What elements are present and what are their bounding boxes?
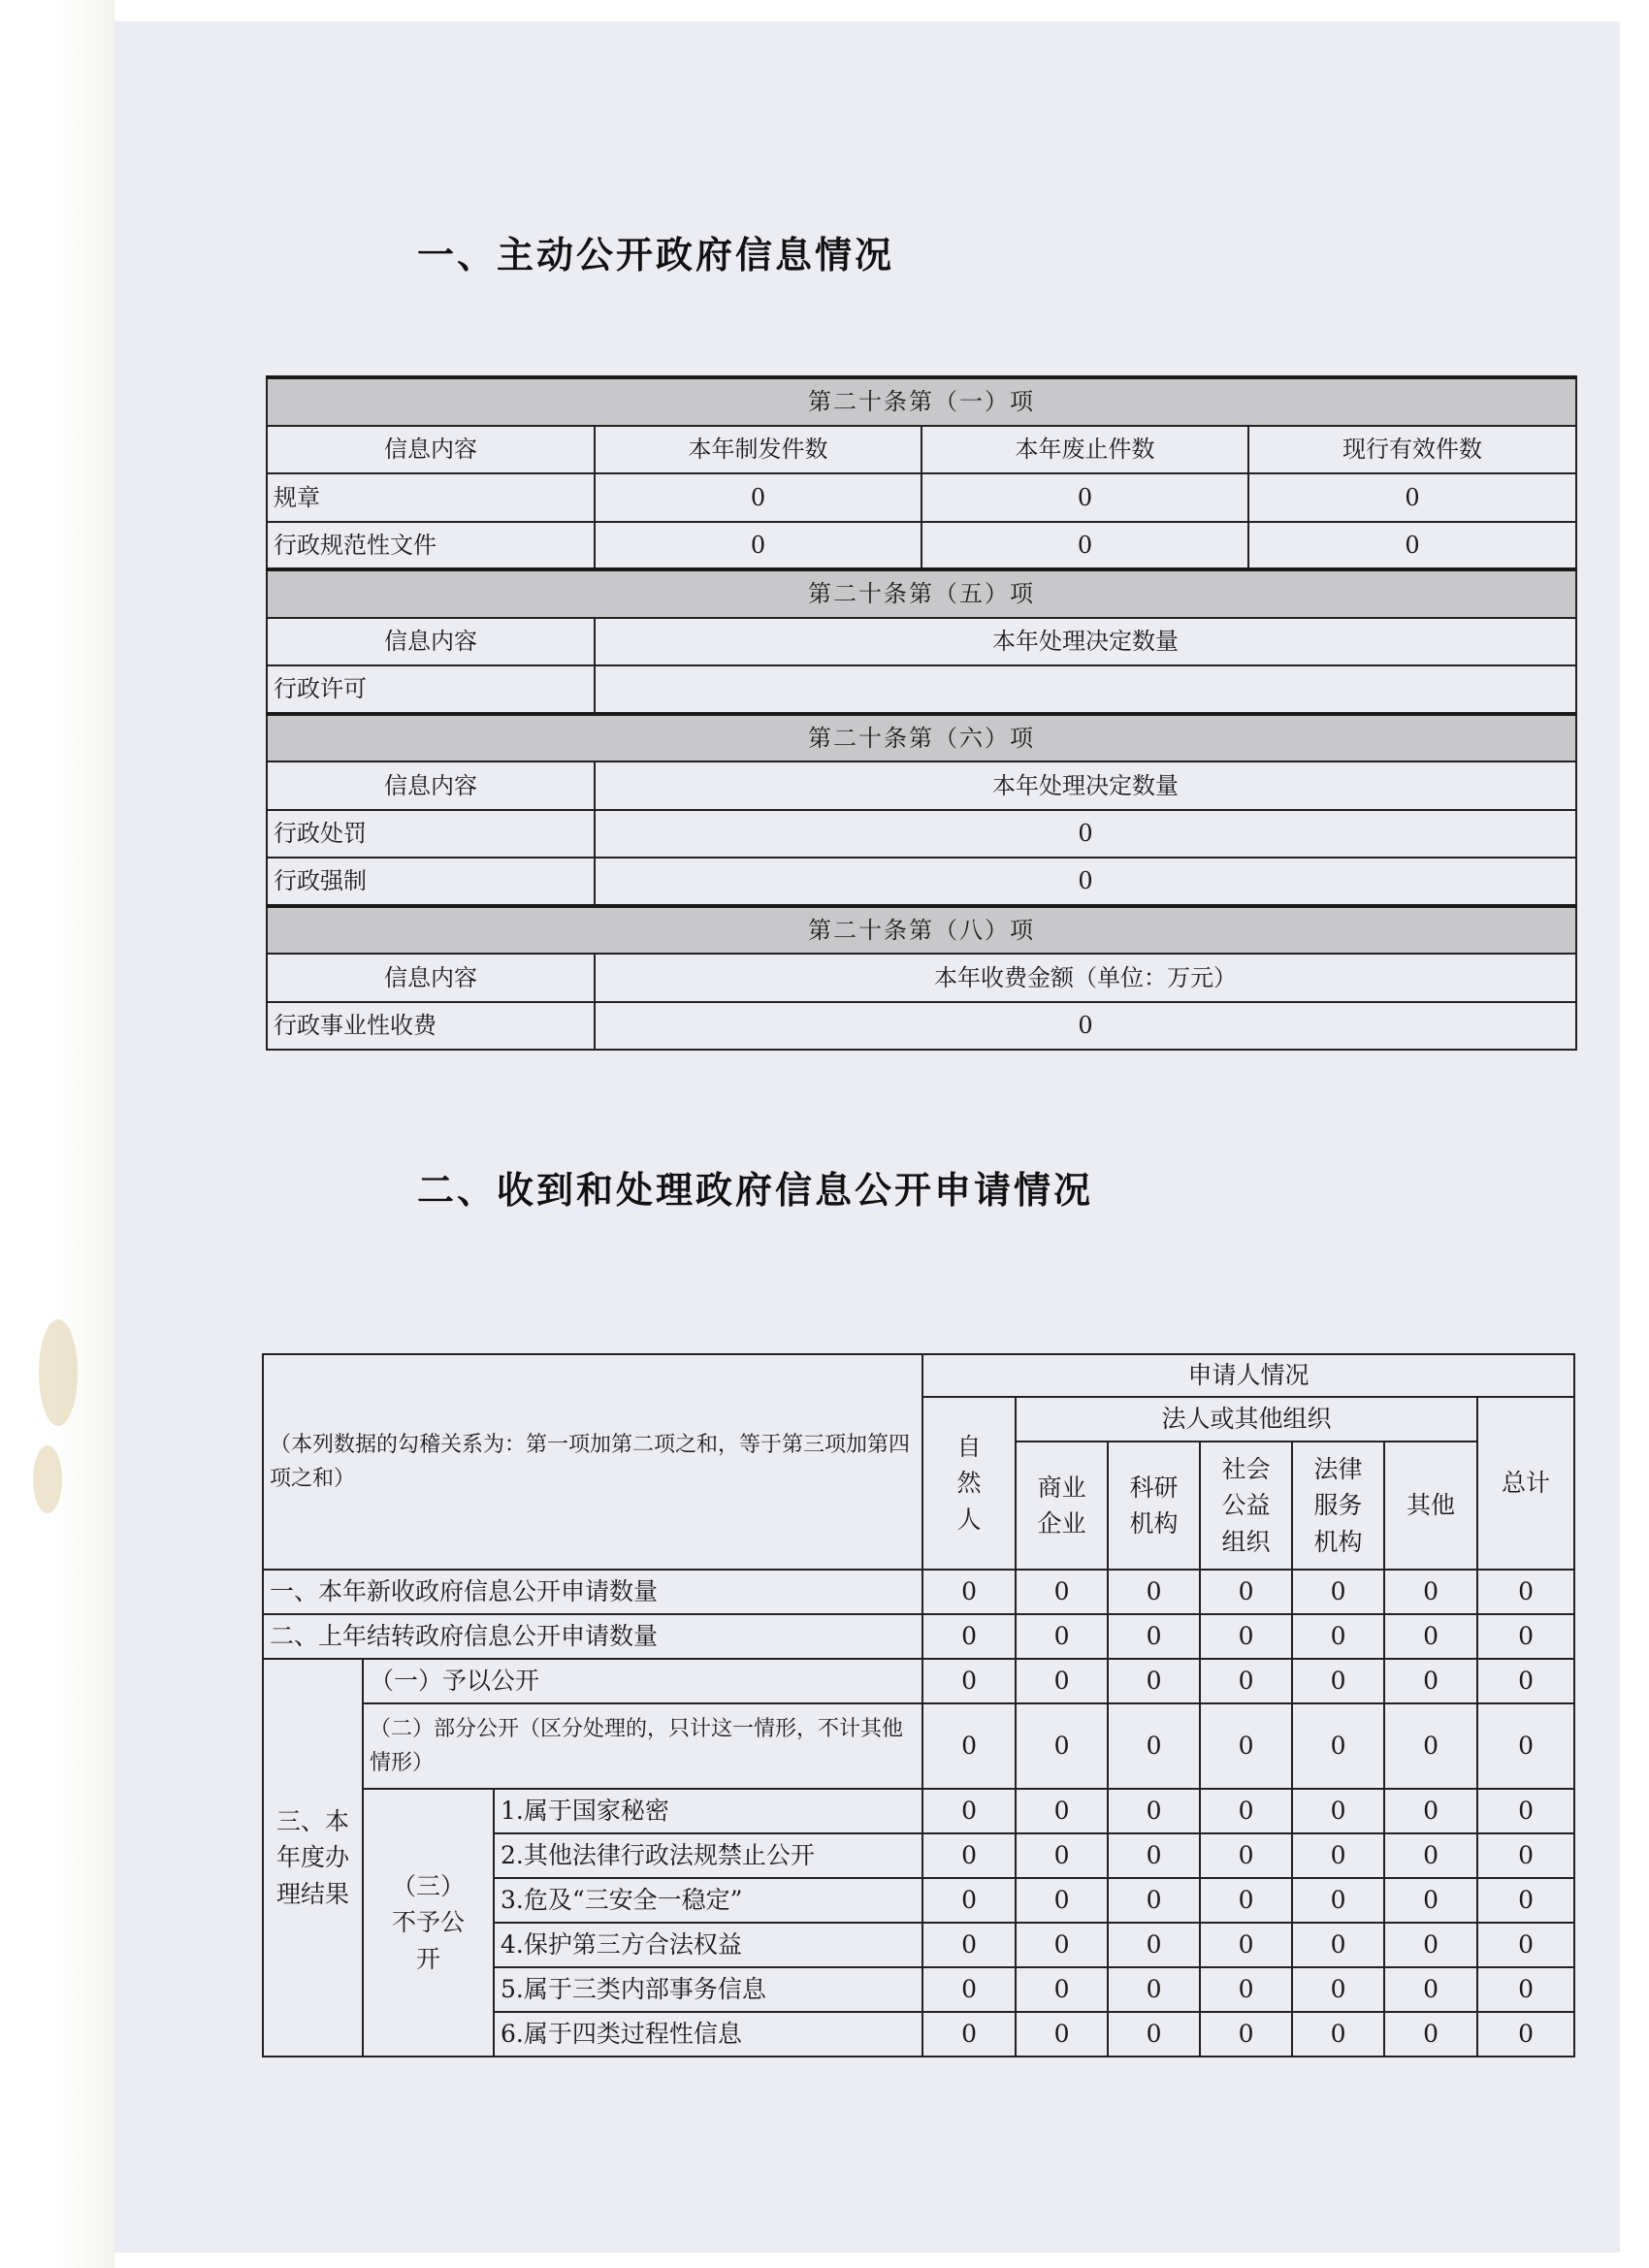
value-cell: 0 (922, 1789, 1016, 1833)
band-art20-8: 第二十条第（八）项 (267, 906, 1576, 955)
header-row (263, 1354, 1574, 1397)
value-cell: 0 (1200, 1614, 1292, 1659)
header-cell: 本年处理决定数量 (595, 618, 1576, 666)
table-row (263, 1659, 1574, 1703)
value-cell: 0 (1477, 1659, 1574, 1703)
value-cell: 0 (1477, 1967, 1574, 2012)
header-cell: 本年处理决定数量 (595, 761, 1576, 810)
paper-edge (54, 0, 114, 2268)
value-cell: 0 (1292, 1833, 1384, 1878)
header-cell: 信息内容 (267, 954, 595, 1002)
header-cell: 信息内容 (267, 761, 595, 810)
value-cell: 0 (922, 1703, 1016, 1789)
value-cell: 0 (595, 522, 922, 570)
paper-stain (39, 1319, 78, 1426)
org-type-label: 科研机构 (1129, 1473, 1179, 1538)
page-margin (1620, 0, 1649, 2268)
value-cell: 0 (595, 858, 1576, 906)
proactive-disclosure-table (266, 375, 1577, 1051)
row-label: 3.危及“三安全一稳定” (494, 1878, 922, 1923)
value-cell: 0 (1292, 1570, 1384, 1614)
value-cell: 0 (1292, 1789, 1384, 1833)
value-cell: 0 (922, 1833, 1016, 1878)
value-cell: 0 (922, 2012, 1016, 2057)
header-cell: 信息内容 (267, 426, 595, 474)
band-row (267, 569, 1576, 618)
total-header: 总计 (1477, 1397, 1574, 1570)
value-cell: 0 (1477, 1833, 1574, 1878)
value-cell: 0 (1292, 1923, 1384, 1967)
table-row (263, 1570, 1574, 1614)
table-row (267, 665, 1576, 714)
band-row (267, 714, 1576, 762)
corner-note: （本列数据的勾稽关系为：第一项加第二项之和，等于第三项加第四项之和） (263, 1354, 922, 1570)
band-art20-6: 第二十条第（六）项 (267, 714, 1576, 762)
table-row (267, 473, 1576, 522)
row-label: 1.属于国家秘密 (494, 1789, 922, 1833)
value-cell: 0 (1016, 2012, 1108, 2057)
value-cell: 0 (1108, 1923, 1200, 1967)
section-1-heading: 一、主动公开政府信息情况 (417, 234, 895, 276)
header-cell: 本年收费金额（单位：万元） (595, 954, 1576, 1002)
value-cell: 0 (1108, 1570, 1200, 1614)
row-label: 5.属于三类内部事务信息 (494, 1967, 922, 2012)
value-cell: 0 (1384, 1878, 1477, 1923)
row-label: 行政事业性收费 (267, 1002, 595, 1051)
value-cell: 0 (1384, 1789, 1477, 1833)
legal-org-header: 法人或其他组织 (1016, 1397, 1477, 1442)
header-row (267, 761, 1576, 810)
table-row (263, 1703, 1574, 1789)
value-cell: 0 (1016, 1967, 1108, 2012)
org-type-header (1016, 1442, 1108, 1570)
row-label: （二）部分公开（区分处理的，只计这一情形，不计其他情形） (363, 1703, 922, 1789)
row-label: 行政许可 (267, 665, 595, 714)
value-cell: 0 (1292, 1878, 1384, 1923)
value-cell: 0 (1384, 1570, 1477, 1614)
row-label: 2.其他法律行政法规禁止公开 (494, 1833, 922, 1878)
band-row (267, 377, 1576, 426)
value-cell: 0 (1016, 1570, 1108, 1614)
value-cell: 0 (1384, 1703, 1477, 1789)
value-cell: 0 (1200, 1878, 1292, 1923)
value-cell (595, 665, 1576, 714)
value-cell: 0 (922, 1570, 1016, 1614)
value-cell: 0 (1384, 1659, 1477, 1703)
value-cell: 0 (922, 1923, 1016, 1967)
value-cell: 0 (1108, 1614, 1200, 1659)
value-cell: 0 (1108, 1789, 1200, 1833)
org-type-label: 其他 (1406, 1491, 1456, 1520)
row-label: 二、上年结转政府信息公开申请数量 (263, 1614, 922, 1659)
row-label: 行政强制 (267, 858, 595, 906)
org-type-header (1384, 1442, 1477, 1570)
table-row (267, 522, 1576, 570)
natural-person-label: 自然人 (956, 1432, 982, 1534)
value-cell: 0 (1200, 1789, 1292, 1833)
header-cell: 本年废止件数 (922, 426, 1248, 474)
org-type-header (1292, 1442, 1384, 1570)
header-cell: 现行有效件数 (1248, 426, 1576, 474)
value-cell: 0 (1384, 1614, 1477, 1659)
value-cell: 0 (1248, 522, 1576, 570)
value-cell: 0 (922, 1659, 1016, 1703)
paper-stain (33, 1445, 62, 1513)
value-cell: 0 (1108, 1833, 1200, 1878)
table-row (267, 810, 1576, 859)
value-cell: 0 (1248, 473, 1576, 522)
value-cell: 0 (595, 810, 1576, 859)
table-row (263, 1789, 1574, 1833)
value-cell: 0 (1016, 1789, 1108, 1833)
value-cell: 0 (1384, 2012, 1477, 2057)
value-cell: 0 (1108, 1878, 1200, 1923)
value-cell: 0 (1200, 1659, 1292, 1703)
band-art20-1: 第二十条第（一）项 (267, 377, 1576, 426)
not-disclose-label (363, 1789, 494, 2057)
application-handling-table (262, 1353, 1575, 2057)
value-cell: 0 (1384, 1967, 1477, 2012)
org-type-label: 商业企业 (1037, 1473, 1086, 1538)
section-2-heading: 二、收到和处理政府信息公开申请情况 (417, 1169, 1094, 1212)
value-cell: 0 (1477, 2012, 1574, 2057)
value-cell: 0 (1016, 1703, 1108, 1789)
org-type-header (1200, 1442, 1292, 1570)
value-cell: 0 (1200, 1923, 1292, 1967)
value-cell: 0 (1292, 2012, 1384, 2057)
value-cell: 0 (595, 473, 922, 522)
value-cell: 0 (922, 522, 1248, 570)
value-cell: 0 (1477, 1789, 1574, 1833)
header-row (267, 618, 1576, 666)
value-cell: 0 (1108, 2012, 1200, 2057)
table-row (267, 858, 1576, 906)
group3-text: 三、本年度办理结果 (275, 1806, 349, 1908)
value-cell: 0 (1108, 1659, 1200, 1703)
value-cell: 0 (1200, 1967, 1292, 2012)
applicant-header: 申请人情况 (922, 1354, 1574, 1397)
natural-person-header (922, 1397, 1016, 1570)
group3-label (263, 1659, 363, 2057)
value-cell: 0 (922, 1614, 1016, 1659)
value-cell: 0 (1200, 1703, 1292, 1789)
value-cell: 0 (1016, 1659, 1108, 1703)
band-art20-5: 第二十条第（五）项 (267, 569, 1576, 618)
band-row (267, 906, 1576, 955)
value-cell: 0 (1292, 1659, 1384, 1703)
row-label: 一、本年新收政府信息公开申请数量 (263, 1570, 922, 1614)
header-cell: 信息内容 (267, 618, 595, 666)
value-cell: 0 (1016, 1833, 1108, 1878)
value-cell: 0 (1292, 1614, 1384, 1659)
row-label: 6.属于四类过程性信息 (494, 2012, 922, 2057)
value-cell: 0 (1477, 1614, 1574, 1659)
org-type-label: 法律服务机构 (1313, 1454, 1363, 1556)
table-row (263, 1614, 1574, 1659)
value-cell: 0 (922, 473, 1248, 522)
row-label: 规章 (267, 473, 595, 522)
not-disclose-text: （三）不予公开 (391, 1871, 465, 1973)
value-cell: 0 (1016, 1878, 1108, 1923)
value-cell: 0 (922, 1878, 1016, 1923)
row-label: 行政规范性文件 (267, 522, 595, 570)
row-label: （一）予以公开 (363, 1659, 922, 1703)
header-row (267, 426, 1576, 474)
header-cell: 本年制发件数 (595, 426, 922, 474)
value-cell: 0 (1200, 1833, 1292, 1878)
row-label: 行政处罚 (267, 810, 595, 859)
value-cell: 0 (1477, 1923, 1574, 1967)
value-cell: 0 (1292, 1967, 1384, 2012)
row-label: 4.保护第三方合法权益 (494, 1923, 922, 1967)
org-type-label: 社会公益组织 (1221, 1454, 1271, 1556)
header-row (267, 954, 1576, 1002)
value-cell: 0 (1477, 1570, 1574, 1614)
value-cell: 0 (1108, 1703, 1200, 1789)
value-cell: 0 (595, 1002, 1576, 1051)
value-cell: 0 (1384, 1923, 1477, 1967)
value-cell: 0 (922, 1967, 1016, 2012)
value-cell: 0 (1108, 1967, 1200, 2012)
value-cell: 0 (1016, 1923, 1108, 1967)
table-row (267, 1002, 1576, 1051)
value-cell: 0 (1292, 1703, 1384, 1789)
value-cell: 0 (1477, 1703, 1574, 1789)
value-cell: 0 (1200, 2012, 1292, 2057)
value-cell: 0 (1384, 1833, 1477, 1878)
value-cell: 0 (1016, 1614, 1108, 1659)
value-cell: 0 (1200, 1570, 1292, 1614)
org-type-header (1108, 1442, 1200, 1570)
value-cell: 0 (1477, 1878, 1574, 1923)
